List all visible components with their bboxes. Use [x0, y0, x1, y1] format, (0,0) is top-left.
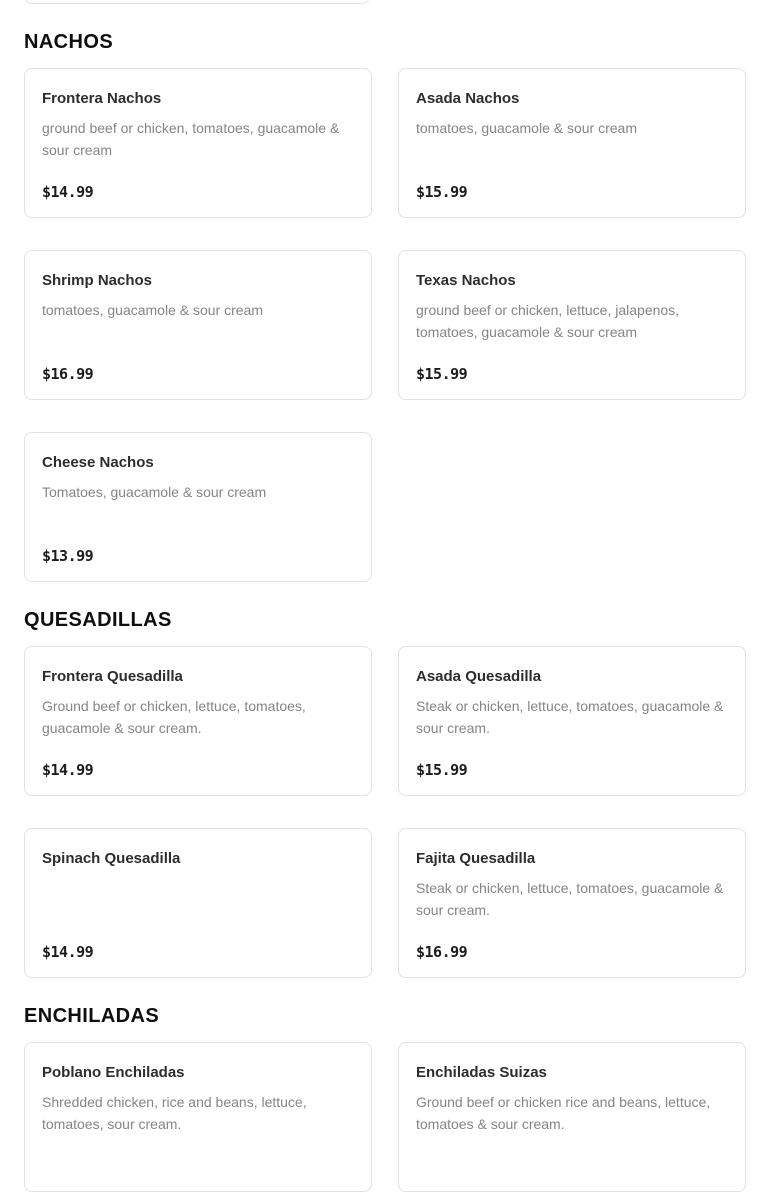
menu-item-price: $15.99	[416, 761, 468, 779]
menu-item-price: $13.99	[42, 547, 94, 565]
menu-grid	[24, 1042, 746, 1192]
section-heading: NACHOS	[24, 31, 114, 53]
menu-grid	[24, 646, 746, 978]
menu-item-description: ground beef or chicken, lettuce, jalapenos, tomatoes, guacamole & sour cream	[416, 302, 680, 340]
menu-item-name: Asada Nachos	[416, 90, 520, 107]
menu-item-name: Cheese Nachos	[42, 454, 154, 471]
menu-item-card	[398, 68, 746, 218]
menu-item-card	[398, 828, 746, 978]
menu-grid	[24, 68, 746, 582]
menu-item-card	[24, 1042, 372, 1192]
menu-item-price: $14.99	[42, 943, 94, 961]
menu-item-name: Frontera Quesadilla	[42, 668, 183, 685]
menu-item-description: ground beef or chicken, tomatoes, guacamole & sour cream	[42, 120, 340, 158]
menu-item-name: Poblano Enchiladas	[42, 1064, 185, 1081]
menu-item-name: Frontera Nachos	[42, 90, 162, 107]
menu-item-card	[24, 250, 372, 400]
section-quesadillas	[24, 610, 746, 978]
menu-item-card	[398, 1042, 746, 1192]
menu-item-name: Shrimp Nachos	[42, 272, 153, 289]
menu-item-description: tomatoes, guacamole & sour cream	[42, 302, 263, 318]
menu-item-description: Shredded chicken, rice and beans, lettuce, tomatoes, sour cream.	[42, 1094, 307, 1132]
menu-item-price: $14.99	[42, 761, 94, 779]
menu-item-name: Fajita Quesadilla	[416, 850, 536, 867]
menu-item-name: Enchiladas Suizas	[416, 1064, 547, 1081]
menu-item-name: Spinach Quesadilla	[42, 850, 181, 867]
menu-item-description: Ground beef or chicken rice and beans, lettuce, tomatoes & sour cream.	[416, 1094, 711, 1132]
menu-item-price: $16.99	[416, 943, 468, 961]
menu-item-card	[24, 828, 372, 978]
menu-item-name: Asada Quesadilla	[416, 668, 542, 685]
menu-item-card	[24, 646, 372, 796]
menu-item-card	[24, 432, 372, 582]
section-heading: ENCHILADAS	[24, 1005, 160, 1027]
menu-item-description: Tomatoes, guacamole & sour cream	[42, 484, 267, 500]
menu-item-description: Steak or chicken, lettuce, tomatoes, guacamole & sour cream.	[416, 698, 724, 736]
section-nachos	[24, 32, 746, 582]
menu-item-card	[398, 250, 746, 400]
section-enchiladas	[24, 1006, 746, 1192]
menu-item-price: $14.99	[42, 183, 94, 201]
menu-item-price: $15.99	[416, 365, 468, 383]
menu-item-card	[398, 646, 746, 796]
menu-item-price: $15.99	[416, 183, 468, 201]
menu-item-description: tomatoes, guacamole & sour cream	[416, 120, 637, 136]
menu-item-price: $16.99	[42, 365, 94, 383]
menu-item-name: Texas Nachos	[416, 272, 516, 289]
menu-item-description: Ground beef or chicken, lettuce, tomatoes, guacamole & sour cream.	[42, 698, 306, 736]
menu-item-card	[24, 68, 372, 218]
section-heading: QUESADILLAS	[24, 609, 172, 631]
partial-card-top	[24, 0, 370, 4]
menu-item-description: Steak or chicken, lettuce, tomatoes, guacamole & sour cream.	[416, 880, 724, 918]
